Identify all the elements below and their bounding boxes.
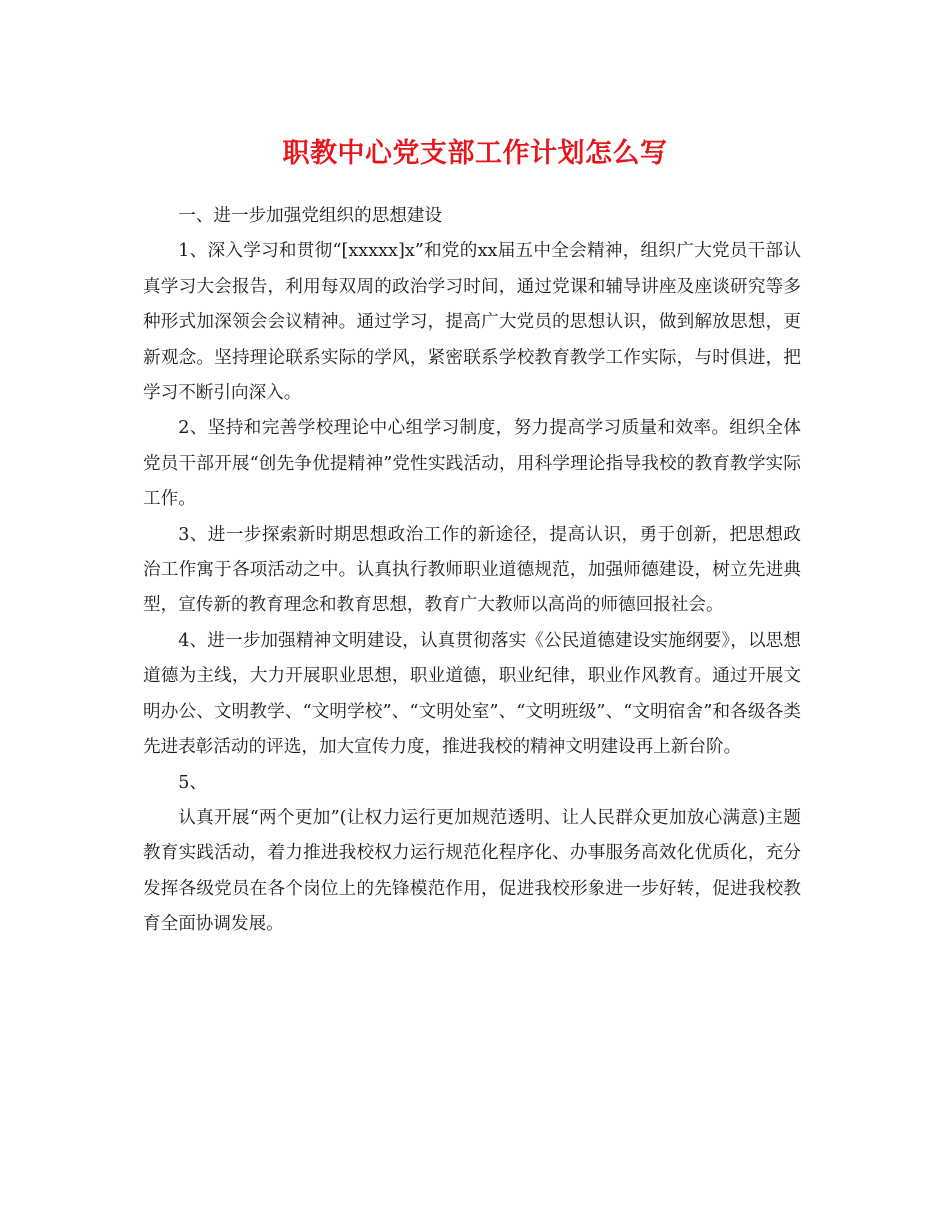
document-body [143,199,801,943]
paragraph-item-4: 4、进一步加强精神文明建设，认真贯彻落实《公民道德建设实施纲要》，以思想道德为主线，大力开展职业思想，职业道德，职业纪律，职业作风教育。通过开展文明办公、文明教学、“文明学校”、“文明处室”、“文明班级”、“文明宿舍”和各级各类先进表彰活动的评选，加大宣传力度，推进我校的精神文明建设再上新台阶。 [143,630,801,758]
paragraph-item-1: 1、深入学习和贯彻“[xxxxx]x”和党的xx届五中全会精神，组织广大党员干部认真学习大会报告，利用每双周的政治学习时间，通过党课和辅导讲座及座谈研究等多种形式加深领会会议精神。通过学习，提高广大党员的思想认识，做到解放思想，更新观念。坚持理论联系实际的学风，紧密联系学校教育教学工作实际，与时俱进，把学习不断引向深入。 [143,241,801,404]
section-heading: 一、进一步加强党组织的思想建设 [178,206,443,226]
document-title: 职教中心党支部工作计划怎么写 [282,138,668,169]
paragraph-item-5-body: 认真开展“两个更加”(让权力运行更加规范透明、让人民群众更加放心满意)主题教育实践活动，着力推进我校权力运行规范化程序化、办事服务高效化优质化，充分发挥各级党员在各个岗位上的先锋模范作用，促进我校形象进一步好转，促进我校教育全面协调发展。 [143,807,801,935]
paragraph-item-2: 2、坚持和完善学校理论中心组学习制度，努力提高学习质量和效率。组织全体党员干部开展“创先争优提精神”党性实践活动，用科学理论指导我校的教育教学实际工作。 [143,418,801,510]
paragraph-item-5-number: 5、 [178,772,207,793]
paragraph-item-3: 3、进一步探索新时期思想政治工作的新途径，提高认识，勇于创新，把思想政治工作寓于各项活动之中。认真执行教师职业道德规范，加强师德建设，树立先进典型，宣传新的教育理念和教育思想，教育广大教师以高尚的师德回报社会。 [143,524,801,616]
